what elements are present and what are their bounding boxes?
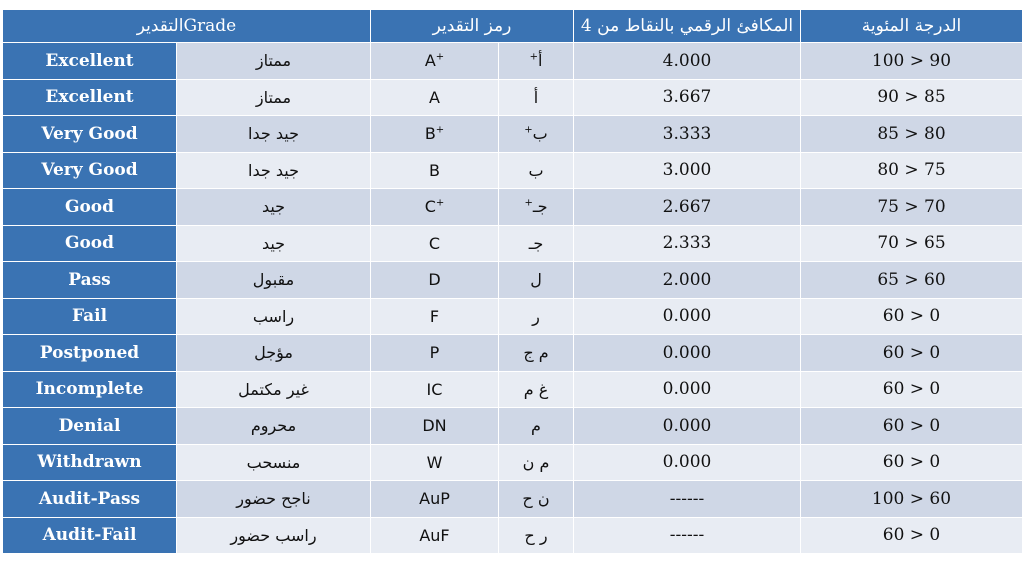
table-row <box>3 189 1023 226</box>
symbol-text: A <box>424 51 436 71</box>
table-row <box>3 152 1023 189</box>
grade-english: Good <box>3 189 177 226</box>
grade-arabic: راسب حضور <box>177 517 371 554</box>
symbol-arabic-text: م <box>531 416 541 436</box>
grade-symbol <box>371 408 499 445</box>
grade-symbol-arabic <box>499 408 574 445</box>
grade-range: 60 > 0 <box>801 335 1023 372</box>
grade-range: 85 > 80 <box>801 116 1023 153</box>
symbol-arabic-text: أ <box>537 51 543 71</box>
table-row <box>3 408 1023 445</box>
grade-points: 0.000 <box>574 298 801 335</box>
grade-symbol-arabic <box>499 517 574 554</box>
grade-arabic: راسب <box>177 298 371 335</box>
grade-symbol-arabic <box>499 335 574 372</box>
table-body <box>3 43 1023 554</box>
table-row <box>3 225 1023 262</box>
table-row <box>3 262 1023 299</box>
grade-english: Withdrawn <box>3 444 177 481</box>
grade-arabic: غير مكتمل <box>177 371 371 408</box>
symbol-arabic-text: جـ <box>528 233 544 253</box>
grade-points: 2.667 <box>574 189 801 226</box>
grade-english: Good <box>3 225 177 262</box>
grade-range: 70 > 65 <box>801 225 1023 262</box>
grade-points: 4.000 <box>574 43 801 80</box>
grade-english: Excellent <box>3 79 177 116</box>
grade-symbol-arabic <box>499 262 574 299</box>
grade-range: 80 > 75 <box>801 152 1023 189</box>
grade-symbol <box>371 225 499 262</box>
grade-arabic: منسحب <box>177 444 371 481</box>
grade-points: 0.000 <box>574 335 801 372</box>
grade-symbol <box>371 79 499 116</box>
grade-range: 75 > 70 <box>801 189 1023 226</box>
grade-english: Postponed <box>3 335 177 372</box>
grade-symbol <box>371 481 499 518</box>
grade-symbol-arabic <box>499 189 574 226</box>
symbol-arabic-sup: + <box>524 124 533 136</box>
grade-points: 0.000 <box>574 371 801 408</box>
grade-english: Audit-Fail <box>3 517 177 554</box>
grade-range: 60 > 0 <box>801 298 1023 335</box>
symbol-text: IC <box>426 379 443 399</box>
grade-range: 90 > 85 <box>801 79 1023 116</box>
grade-symbol-arabic <box>499 371 574 408</box>
grade-range: 60 > 0 <box>801 371 1023 408</box>
symbol-text: AuF <box>419 525 450 545</box>
table-row <box>3 481 1023 518</box>
symbol-text: B <box>424 124 436 144</box>
grade-symbol-arabic <box>499 481 574 518</box>
symbol-arabic-text: أ <box>533 87 539 107</box>
grade-points: 2.000 <box>574 262 801 299</box>
header-percent: الدرجة المئوية <box>801 10 1023 43</box>
grade-symbol-arabic <box>499 79 574 116</box>
symbol-text: B <box>429 160 440 180</box>
grade-symbol <box>371 371 499 408</box>
grade-points: 0.000 <box>574 444 801 481</box>
grade-range: 60 > 0 <box>801 408 1023 445</box>
grade-arabic: جيد جدا <box>177 116 371 153</box>
grade-english: Incomplete <box>3 371 177 408</box>
grade-arabic: مقبول <box>177 262 371 299</box>
symbol-text: D <box>428 270 441 290</box>
grade-symbol-arabic <box>499 225 574 262</box>
symbol-arabic-text: ر ح <box>524 525 548 545</box>
symbol-sup: + <box>435 124 445 136</box>
symbol-arabic-sup: + <box>529 51 538 63</box>
grade-symbol <box>371 517 499 554</box>
symbol-arabic-text: م ج <box>523 343 549 363</box>
symbol-arabic-text: ر <box>532 306 540 326</box>
grade-english: Very Good <box>3 116 177 153</box>
grade-arabic: جيد <box>177 225 371 262</box>
grade-symbol <box>371 335 499 372</box>
grade-points: 0.000 <box>574 408 801 445</box>
grade-symbol-arabic <box>499 298 574 335</box>
symbol-arabic-text: غ م <box>523 379 549 399</box>
grade-english: Fail <box>3 298 177 335</box>
symbol-arabic-text: ب <box>528 160 544 180</box>
table-row <box>3 517 1023 554</box>
grading-table <box>2 9 1023 554</box>
grade-english: Pass <box>3 262 177 299</box>
grade-english: Very Good <box>3 152 177 189</box>
symbol-arabic-text: م ن <box>522 452 550 472</box>
table-row <box>3 43 1023 80</box>
grade-symbol <box>371 116 499 153</box>
grade-range: 100 > 90 <box>801 43 1023 80</box>
symbol-text: DN <box>422 416 447 436</box>
table-row <box>3 79 1023 116</box>
table-row <box>3 298 1023 335</box>
grade-range: 100 > 60 <box>801 481 1023 518</box>
grade-symbol <box>371 262 499 299</box>
grade-arabic: محروم <box>177 408 371 445</box>
grade-arabic: جيد <box>177 189 371 226</box>
symbol-arabic-sup: + <box>524 197 533 209</box>
symbol-text: C <box>424 197 436 217</box>
grade-symbol-arabic <box>499 116 574 153</box>
symbol-text: W <box>426 452 443 472</box>
table-row <box>3 116 1023 153</box>
symbol-sup: + <box>435 51 445 63</box>
symbol-arabic-text: ن ح <box>522 489 550 509</box>
table-row <box>3 335 1023 372</box>
grade-points: 2.333 <box>574 225 801 262</box>
grade-symbol <box>371 189 499 226</box>
symbol-arabic-text: جـ <box>532 197 548 217</box>
header-row <box>3 10 1023 43</box>
symbol-text: F <box>429 306 440 326</box>
grade-symbol-arabic <box>499 152 574 189</box>
header-symbol: رمز التقدير <box>371 10 574 43</box>
header-grade: التقديرGrade <box>3 10 371 43</box>
grade-symbol <box>371 152 499 189</box>
symbol-text: AuP <box>419 489 450 509</box>
grade-arabic: جيد جدا <box>177 152 371 189</box>
grade-points: 3.000 <box>574 152 801 189</box>
grade-range: 60 > 0 <box>801 517 1023 554</box>
grade-english: Audit-Pass <box>3 481 177 518</box>
table-row <box>3 444 1023 481</box>
table-row <box>3 371 1023 408</box>
grade-symbol-arabic <box>499 444 574 481</box>
grade-points: ------ <box>574 517 801 554</box>
grade-arabic: ممتاز <box>177 79 371 116</box>
grade-arabic: ممتاز <box>177 43 371 80</box>
symbol-text: P <box>429 343 440 363</box>
grade-points: 3.333 <box>574 116 801 153</box>
symbol-text: C <box>428 233 441 253</box>
grade-arabic: مؤجل <box>177 335 371 372</box>
grade-symbol <box>371 298 499 335</box>
grade-points: 3.667 <box>574 79 801 116</box>
grade-points: ------ <box>574 481 801 518</box>
grade-range: 60 > 0 <box>801 444 1023 481</box>
grade-english: Excellent <box>3 43 177 80</box>
header-equivalent: المكافئ الرقمي بالنقاط من 4 <box>574 10 801 43</box>
grade-range: 65 > 60 <box>801 262 1023 299</box>
grade-arabic: ناجح حضور <box>177 481 371 518</box>
symbol-text: A <box>429 87 440 107</box>
grade-english: Denial <box>3 408 177 445</box>
symbol-sup: + <box>435 197 445 209</box>
grade-symbol-arabic <box>499 43 574 80</box>
symbol-arabic-text: ب <box>532 124 548 144</box>
grade-symbol <box>371 444 499 481</box>
symbol-arabic-text: ل <box>530 270 542 290</box>
grade-symbol <box>371 43 499 80</box>
grading-table-container <box>2 9 1022 554</box>
